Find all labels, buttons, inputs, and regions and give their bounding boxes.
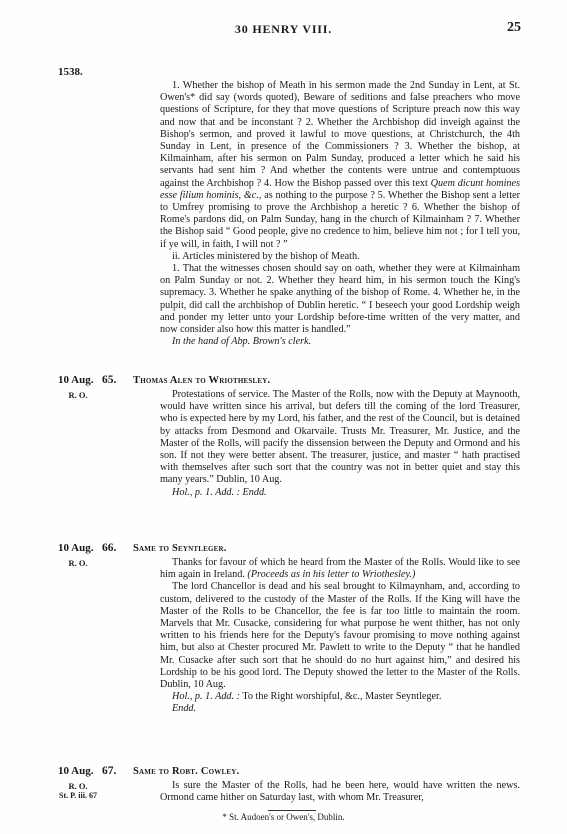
entry-title: Same to Robt. Cowley.: [133, 766, 240, 777]
entry-number: 65.: [102, 374, 117, 386]
entry-source: R. O.: [68, 558, 88, 568]
entry-note: [160, 691, 520, 703]
articles-text: 1. Whether the bishop of Meath in his sermon made the 2nd Sunday in Lent, at St. Owen's* did say (words quoted), Beware of seditions and false preachers who move questions of Scripture, for they that move questions of Scripture preach now this way and now that and be inconstant ? 2. Whether the Archbishop did inveigh against the Bishop's sermon, and proved it lawful to move questions, at Christchurch, the 4th Sunday in Lent, in presence of the Commissioners ? 3. Whether the bishop, at Kilmainham, after his sermon on Palm Sunday, produced a letter which he said his servants had sent him ? And whether the contents were untrue and contemptuous against the Archbishop ? 4. How the Bishop passed over this text: [160, 80, 520, 189]
entry-text-2: The lord Chancellor is dead and his seal brought to Kilmaynham, and, according to custom, delivered to the custody of the Master of the Rolls. If the King will have the Master of the Rolls to be Chancellor, the fee is far too little to maintain the room. Marvels that Mr. Cusacke, considering for what purpose he went thither, has not only written to his friends here for the Deputy's favour promising to move nothing against him, but also at Chester procured Mr. Pawlett to write to the Deputy “ that he handled Mr. Cusacke after such sort that he should do no hurt against him,” and desired his Lordship to be his good lord. The Deputy showed the letter to the Master of the Rolls. Dublin, 10 Aug.: [160, 581, 520, 691]
entry-note-italic: Hol., p. 1. Add. :: [172, 691, 241, 703]
entry-text: Protestations of service. The Master of the Rolls, now with the Deputy at Maynooth, would have written since his arrival, but defers till the coming of the lord Treasurer, who is expected here by my Lord, his father, and the rest of the Council, but is detained by attacks from Desmond and Okarvaile. Trusts Mr. Treasurer, Mr. Justice, and the Master of the Rolls, will pacify the dissension between the Deputy and Ormond and his son. If not they were better absent. The treasurer, justice, and master “ hath practised with themselves after such sort that the country was not in better quiet and stay this many years.” Dublin, 10 Aug.: [160, 389, 520, 486]
entry-67-heading: [58, 765, 528, 779]
entry-title: Thomas Alen to Wriothesley.: [133, 375, 271, 386]
entry-source-secondary: St. P. iii. 67: [59, 791, 97, 800]
entry-number: 67.: [102, 765, 117, 777]
footnote: * St. Audoen's or Owen's, Dublin.: [222, 812, 345, 822]
entry-source: R. O.: [68, 781, 88, 791]
page-number: 25: [507, 20, 521, 35]
entry-text: Is sure the Master of the Rolls, had he been here, would have written the news. Ormond came hither on Saturday last, with whom Mr. Treasurer,: [160, 780, 520, 804]
articles-paragraph: [160, 80, 520, 251]
entry-title: Same to Seyntleger.: [133, 543, 227, 554]
footnote-rule: [268, 810, 316, 811]
entry-endorsement: Endd.: [172, 703, 197, 715]
running-header: [0, 20, 567, 40]
hand-note: In the hand of Abp. Brown's clerk.: [172, 336, 312, 348]
entry-note: Hol., p. 1. Add. : Endd.: [172, 486, 267, 498]
entry-65-heading: [58, 374, 528, 388]
continuation-block: [160, 80, 520, 348]
entry-date: 10 Aug.: [58, 374, 94, 386]
running-title: 30 HENRY VIII.: [234, 22, 333, 36]
entry-65-body: [160, 389, 520, 499]
entry-66-heading: [58, 542, 528, 556]
articles-heading: ii. Articles ministered by the bishop of Meath.: [172, 250, 360, 262]
entry-note-address: To the Right worshipful, &c., Master Seyntleger.: [240, 691, 442, 703]
articles-text-rest: , as nothing to the purpose ? 5. Whether the Bishop sent a letter to Umfrey promising to prove the Archbishop a heretic ? 6. Whether the bishop of Rome's pardons did, on Palm Sunday, hang in the church of Kilmainham ? 7. Whether the Bishop said “ Good people, give no credence to him, believe him not ; for I tell you, if ye will, in faith, I will not ? ”: [160, 189, 520, 250]
entry-italic-note: (Proceeds as in his letter to Wriothesley.): [247, 569, 416, 581]
entry-number: 66.: [102, 542, 117, 554]
latin-text: Quem dicunt homines esse filium hominis, &c.: [160, 177, 521, 201]
entry-date: 10 Aug.: [58, 542, 94, 554]
year-marker: 1538.: [58, 66, 83, 78]
articles-meath-paragraph: 1. That the witnesses chosen should say on oath, whether they were at Kilmainham on Palm Sunday or not. 2. Whether they heard him, in his sermon touch the King's supremacy. 3. Whether he spake anything of the bishop of Rome. 4. Whether he, in the pulpit, did call the archbishop of Dublin heretic. “ I beseech your good Lordship weigh and ponder my letter unto your Lordship before-time written of the very matter, and now consider also how this matter is handled.”: [160, 263, 520, 336]
entry-67-body: [160, 780, 520, 804]
entry-66-body: [160, 557, 520, 716]
entry-text: [160, 557, 520, 581]
entry-date: 10 Aug.: [58, 765, 94, 777]
entry-source: R. O.: [68, 390, 88, 400]
entry-text-part: Thanks for favour of which he heard from the Master of the Rolls. Would like to see him again in Ireland.: [160, 557, 520, 581]
